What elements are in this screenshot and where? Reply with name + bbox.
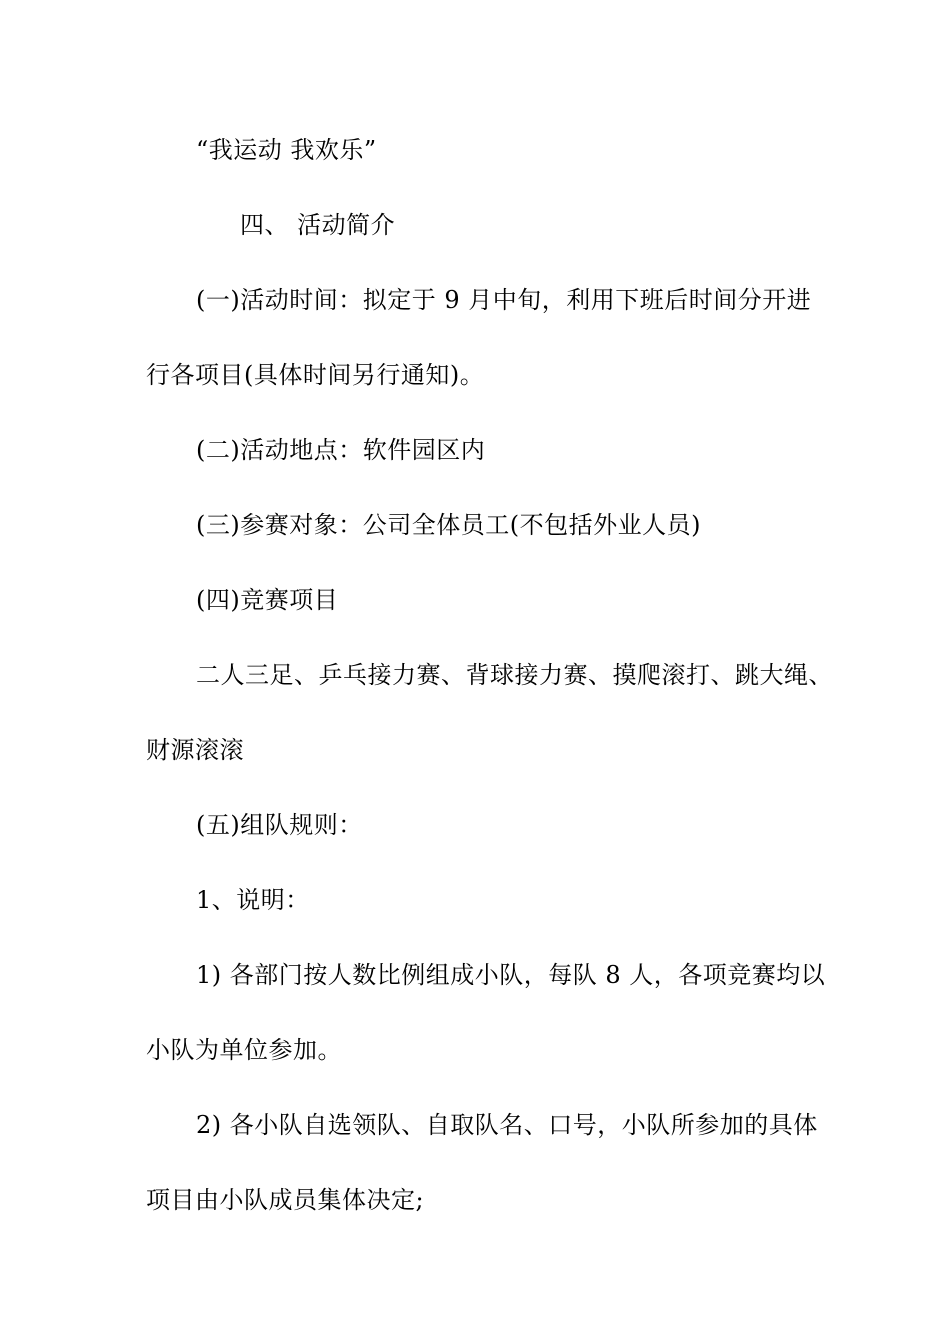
participants-line: (三)参赛对象：公司全体员工(不包括外业人员) xyxy=(196,511,701,539)
activity-location-line: (二)活动地点：软件园区内 xyxy=(196,436,486,464)
events-list-continued: 财源滚滚 xyxy=(146,736,244,764)
events-list-line: 二人三足、乒乓接力赛、背球接力赛、摸爬滚打、跳大绳、 xyxy=(196,661,833,689)
team-rules-heading: (五)组队规则： xyxy=(196,811,363,839)
rule-1-continued: 小队为单位参加。 xyxy=(146,1036,342,1064)
activity-time-continued: 行各项目(具体时间另行通知)。 xyxy=(146,361,485,389)
section-heading: 四、 活动简介 xyxy=(240,211,396,239)
notes-heading: 1、说明： xyxy=(196,886,310,914)
rule-2-continued: 项目由小队成员集体决定; xyxy=(146,1186,425,1214)
activity-time-line: (一)活动时间：拟定于 9 月中旬，利用下班后时间分开进 xyxy=(196,286,812,314)
rule-2-line: 2) 各小队自选领队、自取队名、口号，小队所参加的具体 xyxy=(196,1111,818,1139)
rule-1-line: 1) 各部门按人数比例组成小队，每队 8 人，各项竞赛均以 xyxy=(196,961,826,989)
slogan-line: “我运动 我欢乐” xyxy=(196,136,377,164)
events-heading: (四)竞赛项目 xyxy=(196,586,339,614)
